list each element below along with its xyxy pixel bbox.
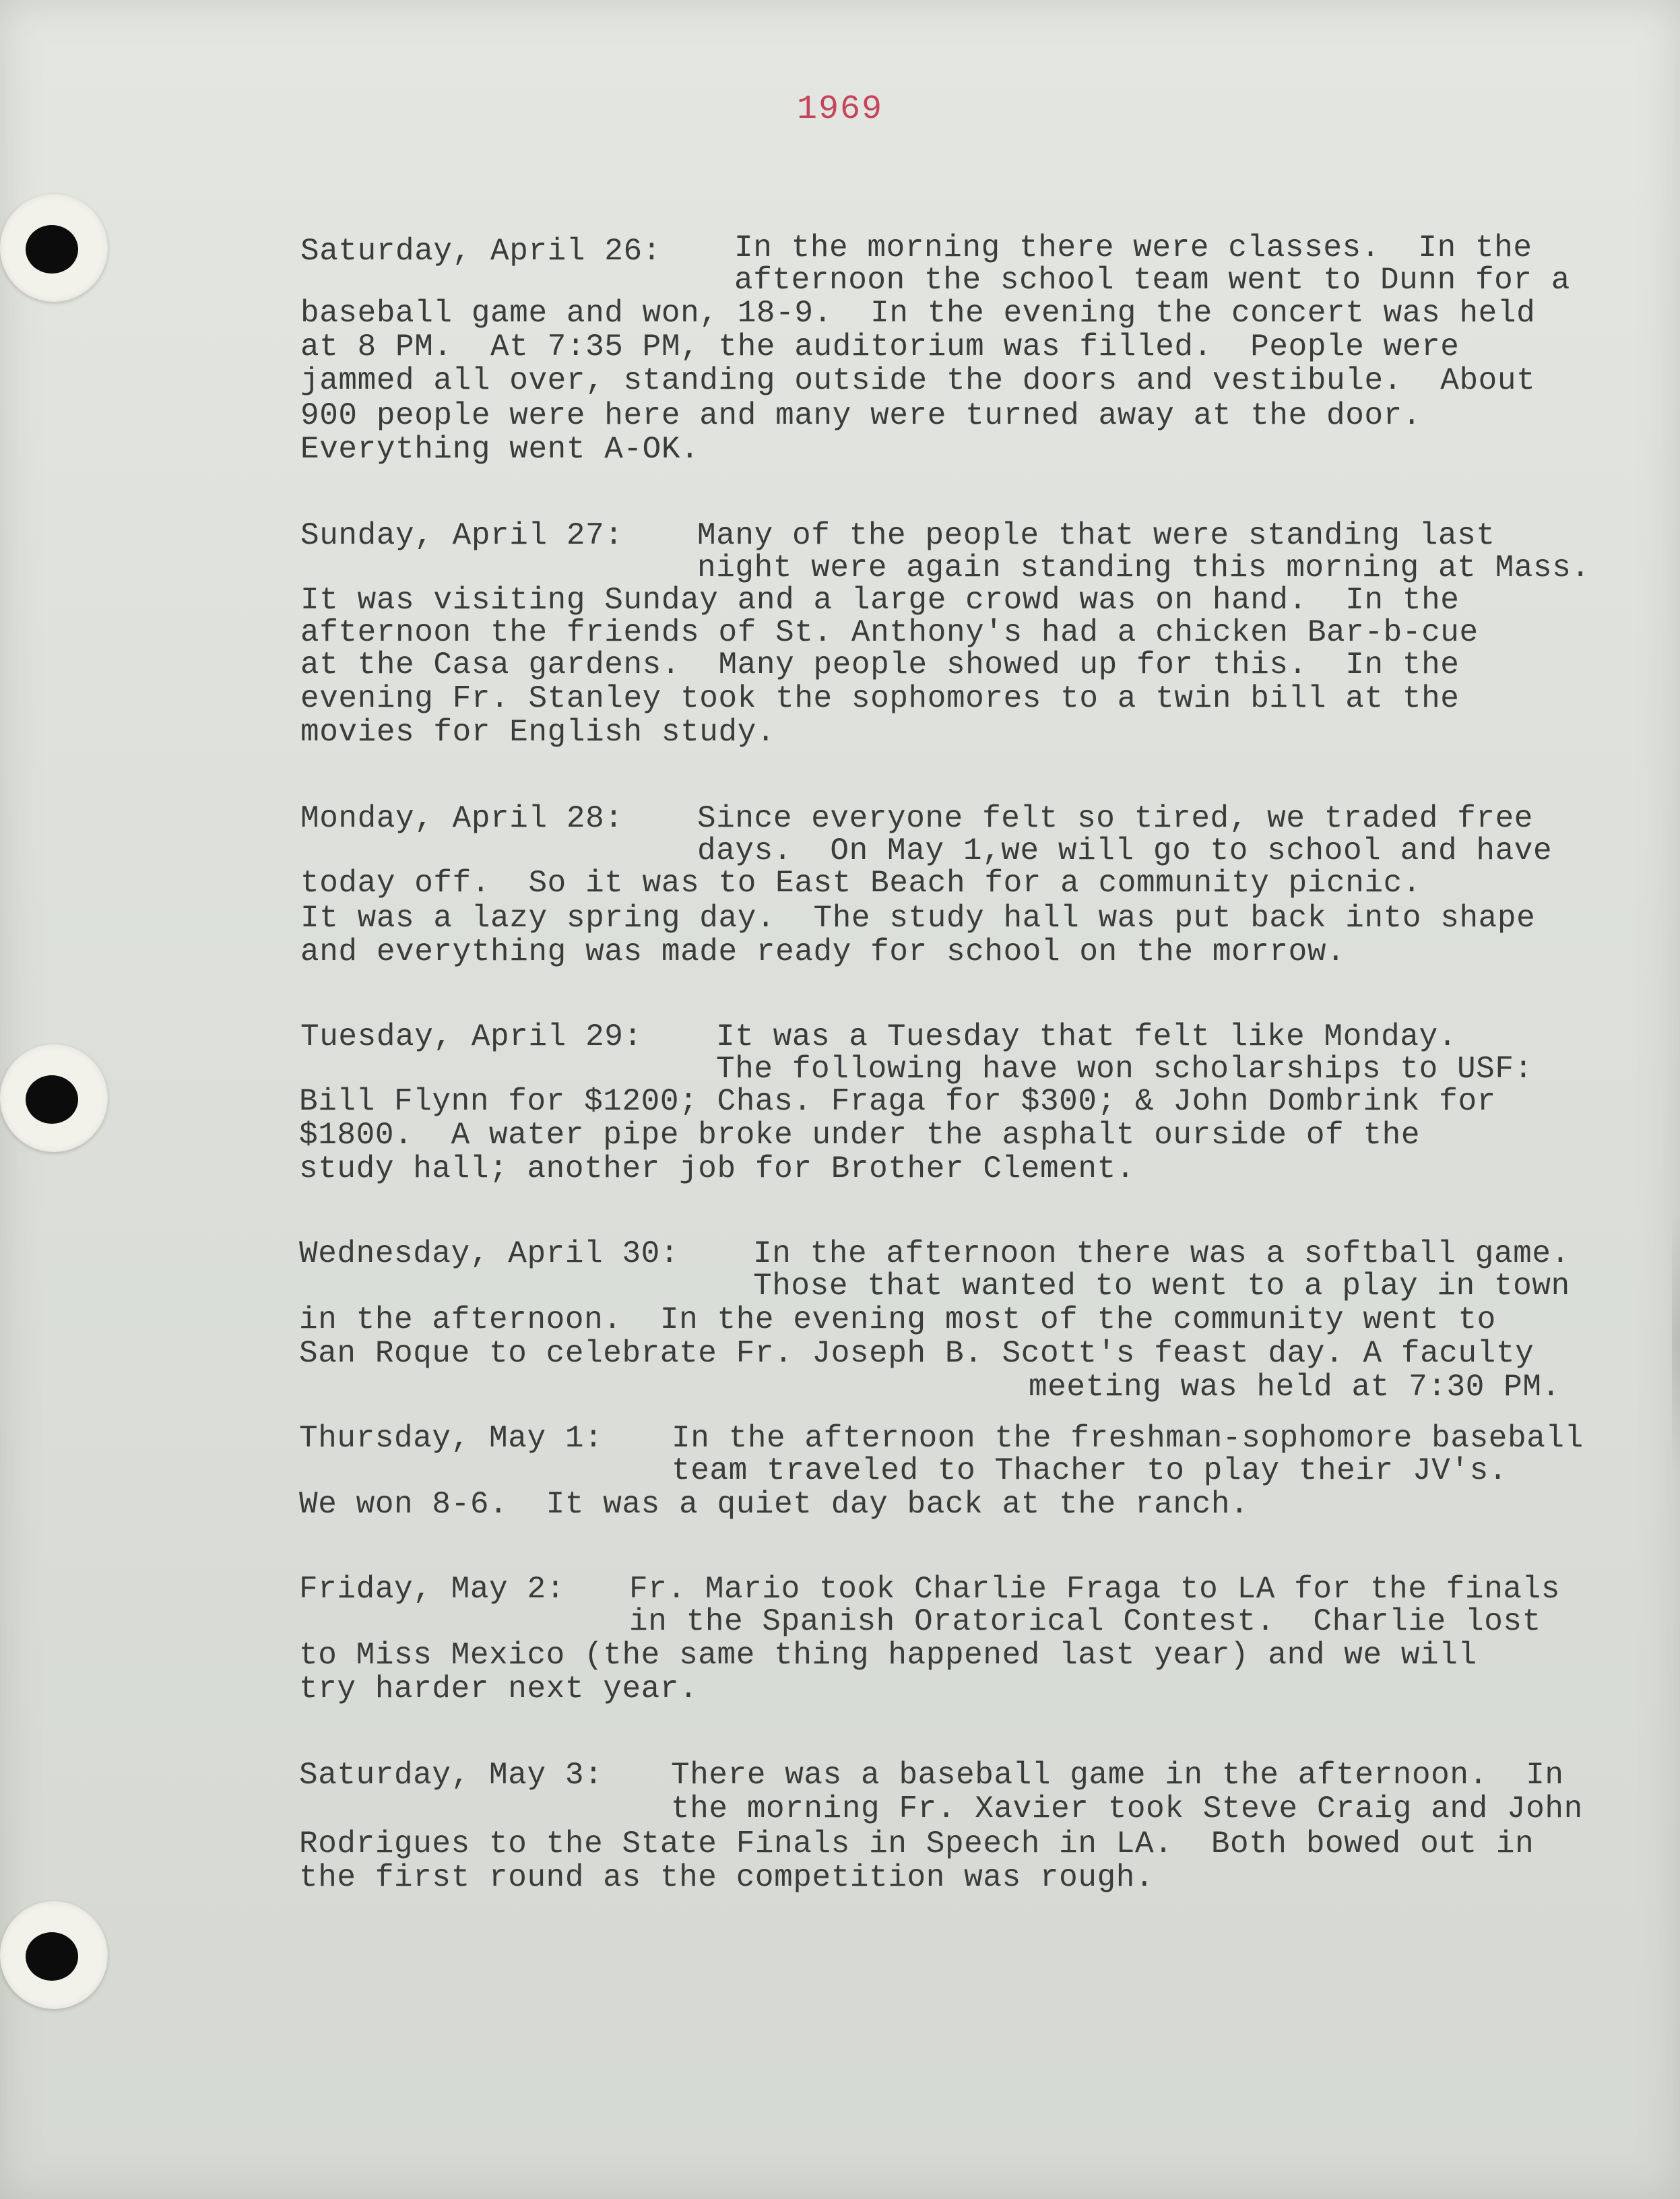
entry-line: at 8 PM. At 7:35 PM, the auditorium was filled. People were xyxy=(300,329,1460,364)
entry-line: afternoon the friends of St. Anthony's had a chicken Bar-b-cue xyxy=(300,615,1479,650)
entry-line: and everything was made ready for school on the morrow. xyxy=(300,934,1346,969)
entry-line: in the afternoon. In the evening most of the community went to xyxy=(299,1302,1496,1337)
entry-line: at the Casa gardens. Many people showed up for this. In the xyxy=(300,647,1460,682)
entry-line: Fr. Mario took Charlie Fraga to LA for the finals xyxy=(629,1572,1561,1607)
entry-line: In the afternoon there was a softball game. xyxy=(753,1236,1570,1271)
entry-line: In the morning there were classes. In the xyxy=(734,230,1532,265)
entry-line: San Roque to celebrate Fr. Joseph B. Scott's feast day. A faculty xyxy=(299,1336,1534,1371)
entry-line: Rodrigues to the State Finals in Speech in LA. Both bowed out in xyxy=(299,1826,1534,1861)
entry-line: baseball game and won, 18-9. In the evening the concert was held xyxy=(300,296,1536,331)
punch-hole-bottom xyxy=(0,1901,108,2009)
entry-date-heading: Friday, May 2: xyxy=(299,1572,565,1607)
entry-date-heading: Saturday, April 26: xyxy=(300,234,661,269)
entry-line: Since everyone felt so tired, we traded free xyxy=(697,801,1533,836)
entry-line: The following have won scholarships to USF: xyxy=(716,1052,1533,1087)
page-year: 1969 xyxy=(796,90,884,129)
entry-line: team traveled to Thacher to play their JV's. xyxy=(672,1453,1508,1488)
entry-line: Bill Flynn for $1200; Chas. Fraga for $300; & John Dombrink for xyxy=(299,1084,1496,1119)
entry-date-heading: Thursday, May 1: xyxy=(299,1421,604,1456)
entry-line: the morning Fr. Xavier took Steve Craig and John xyxy=(671,1791,1583,1826)
entry-line: to Miss Mexico (the same thing happened last year) and we will xyxy=(299,1638,1477,1673)
entry-line: try harder next year. xyxy=(299,1671,699,1707)
margin-mark xyxy=(1672,1206,1680,1475)
entry-line: There was a baseball game in the afternoon. In xyxy=(671,1758,1564,1793)
entry-line: Many of the people that were standing last xyxy=(697,518,1495,553)
punch-hole-top xyxy=(0,194,108,302)
entry-line: $1800. A water pipe broke under the asphalt ourside of the xyxy=(299,1118,1421,1153)
entry-date-heading: Tuesday, April 29: xyxy=(300,1019,643,1054)
entry-line: evening Fr. Stanley took the sophomores to a twin bill at the xyxy=(300,681,1460,716)
entry-line: days. On May 1,we will go to school and have xyxy=(697,833,1553,868)
entry-line: in the Spanish Oratorical Contest. Charlie lost xyxy=(629,1604,1541,1639)
entry-line: night were again standing this morning at Mass. xyxy=(697,550,1590,585)
entry-line: meeting was held at 7:30 PM. xyxy=(1029,1370,1561,1405)
entry-date-heading: Wednesday, April 30: xyxy=(299,1236,680,1271)
entry-line: It was visiting Sunday and a large crowd was on hand. In the xyxy=(300,583,1460,618)
entry-date-heading: Monday, April 28: xyxy=(300,801,624,836)
entry-line: Those that wanted to went to a play in town xyxy=(753,1269,1570,1304)
entry-line: study hall; another job for Brother Clement. xyxy=(299,1151,1135,1186)
entry-line: jammed all over, standing outside the doors and vestibule. About xyxy=(300,363,1536,398)
entry-line: today off. So it was to East Beach for a community picnic. xyxy=(300,866,1422,901)
entry-date-heading: Sunday, April 27: xyxy=(300,518,624,553)
entry-line: afternoon the school team went to Dunn for a xyxy=(734,263,1570,298)
entry-line: the first round as the competition was rough. xyxy=(299,1860,1155,1895)
punch-hole-middle xyxy=(0,1044,108,1152)
entry-line: movies for English study. xyxy=(300,715,776,750)
entry-line: It was a lazy spring day. The study hall was put back into shape xyxy=(300,901,1536,936)
entry-line: It was a Tuesday that felt like Monday. xyxy=(716,1019,1457,1054)
entry-line: In the afternoon the freshman-sophomore baseball xyxy=(672,1421,1584,1456)
entry-date-heading: Saturday, May 3: xyxy=(299,1758,604,1793)
entry-line: 900 people were here and many were turned away at the door. xyxy=(300,398,1422,433)
entry-line: We won 8-6. It was a quiet day back at the ranch. xyxy=(299,1487,1250,1522)
entry-line: Everything went A-OK. xyxy=(300,432,700,467)
